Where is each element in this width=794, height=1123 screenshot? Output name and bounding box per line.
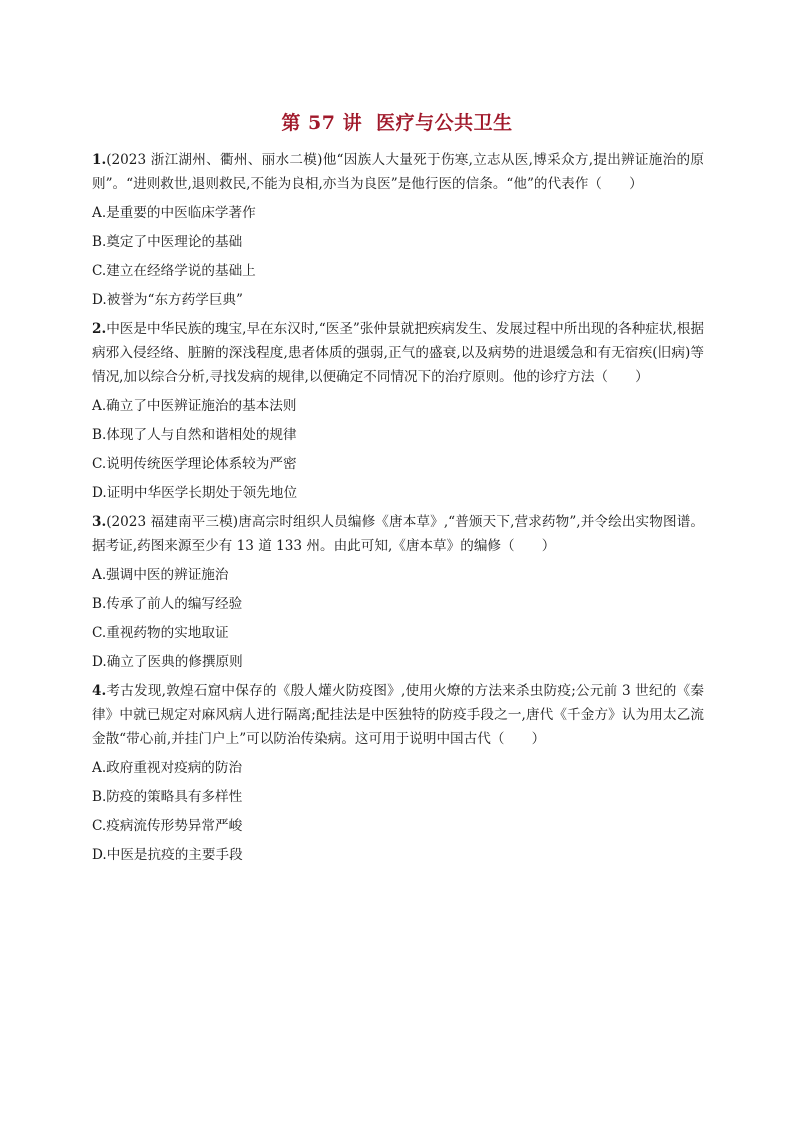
question-stem	[92, 679, 704, 751]
question-2	[92, 317, 704, 505]
option-d: D.被誉为“东方药学巨典”	[92, 292, 243, 308]
option-c: C.疫病流传形势异常严峻	[92, 818, 243, 834]
question-number: 3.	[92, 514, 107, 530]
option-b: B.传承了前人的编写经验	[92, 596, 243, 612]
option-a: A.政府重视对疫病的防治	[92, 760, 243, 776]
option-a: A.是重要的中医临床学著作	[92, 205, 256, 221]
question-number: 2.	[92, 321, 107, 337]
question-1	[92, 148, 704, 312]
option-c: C.重视药物的实地取证	[92, 625, 229, 641]
question-number: 1.	[92, 152, 107, 168]
option-b: B.体现了人与自然和谐相处的规律	[92, 427, 297, 443]
question-3	[92, 510, 704, 674]
question-stem	[92, 510, 704, 558]
question-stem	[92, 148, 704, 196]
option-b: B.奠定了中医理论的基础	[92, 234, 243, 250]
question-4	[92, 679, 704, 867]
question-text: 考古发现,敦煌石窟中保存的《殷人爟火防疫图》,使用火燎的方法来杀虫防疫;公元前 3 世纪的《秦律》中就已规定对麻风病人进行隔离;配挂法是中医独特的防疫手段之一,唐代《千金方》认为用太乙流金散“带心前,并挂门户上”可以防治传染病。这可用于说明中国古代（ ）	[92, 683, 704, 747]
question-text: 中医是中华民族的瑰宝,早在东汉时,“医圣”张仲景就把疾病发生、发展过程中所出现的各种症状,根据病邪入侵经络、脏腑的深浅程度,患者体质的强弱,正气的盛衰,以及病势的进退缓急和有无宿疾(旧病)等情况,加以综合分析,寻找发病的规律,以便确定不同情况下的治疗原则。他的诊疗方法（ ）	[92, 321, 704, 385]
page-title	[0, 108, 794, 135]
question-list	[92, 148, 704, 872]
option-a: A.强调中医的辨证施治	[92, 567, 229, 583]
option-b: B.防疫的策略具有多样性	[92, 789, 243, 805]
option-d: D.证明中华医学长期处于领先地位	[92, 485, 298, 501]
question-number: 4.	[92, 683, 107, 699]
lecture-number: 第 57 讲	[281, 112, 363, 134]
question-stem	[92, 317, 704, 389]
lecture-topic: 医疗与公共卫生	[376, 112, 513, 134]
option-c: C.建立在经络学说的基础上	[92, 263, 256, 279]
option-c: C.说明传统医学理论体系较为严密	[92, 456, 297, 472]
option-d: D.确立了医典的修撰原则	[92, 654, 243, 670]
question-text: (2023 福建南平三模)唐高宗时组织人员编修《唐本草》,“普颁天下,营求药物”,并令绘出实物图谱。据考证,药图来源至少有 13 道 133 州。由此可知,《唐本草》的编修（ ）	[92, 514, 704, 554]
option-d: D.中医是抗疫的主要手段	[92, 847, 243, 863]
option-a: A.确立了中医辨证施治的基本法则	[92, 398, 297, 414]
question-text: (2023 浙江湖州、衢州、丽水二模)他“因族人大量死于伤寒,立志从医,博采众方,提出辨证施治的原则”。“进则救世,退则救民,不能为良相,亦当为良医”是他行医的信条。“他”的代表作（ ）	[92, 152, 704, 192]
